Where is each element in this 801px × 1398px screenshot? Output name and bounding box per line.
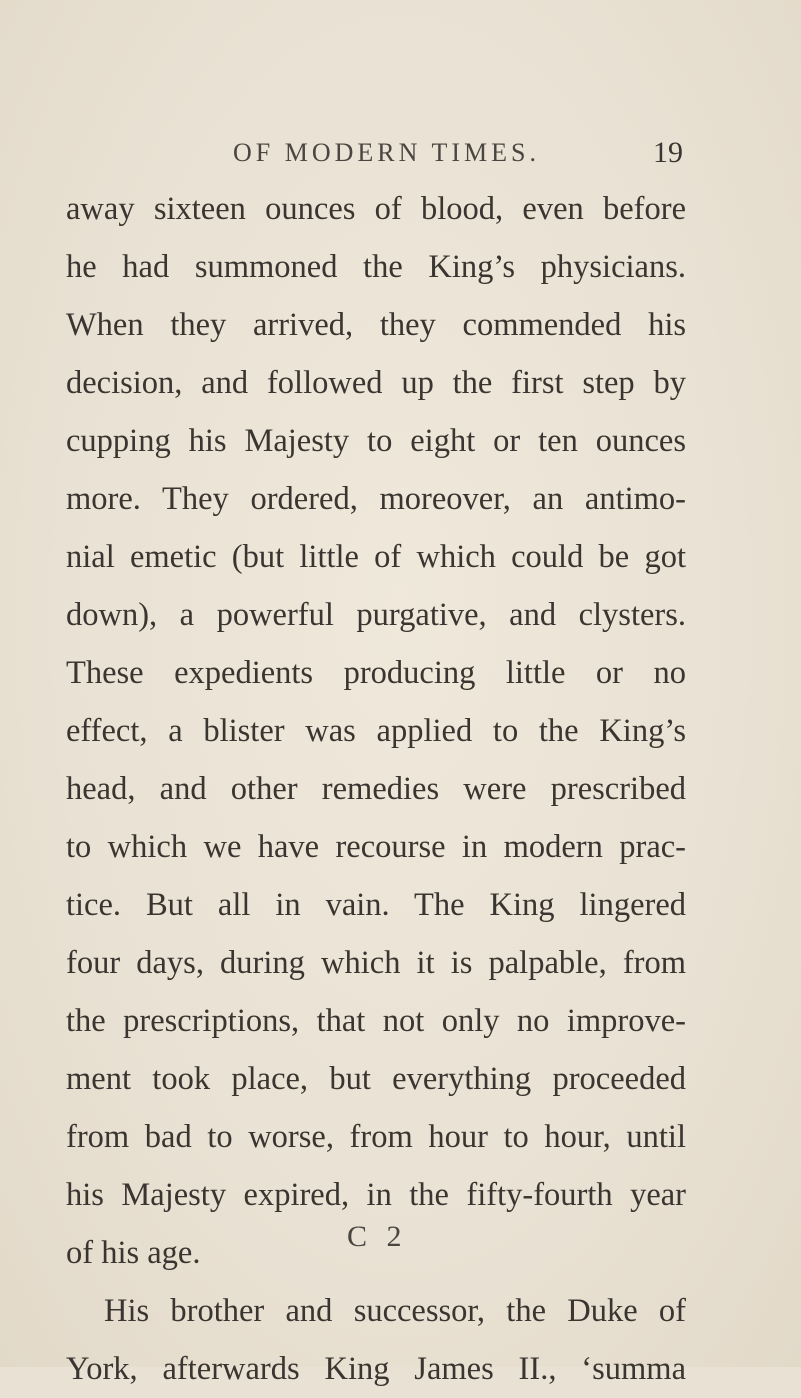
- text-line: These expedients producing little or no: [66, 655, 686, 691]
- page-number: 19: [653, 136, 683, 169]
- text-line: of his age.: [66, 1235, 201, 1271]
- text-line: cupping his Majesty to eight or ten ounces: [66, 423, 686, 459]
- signature-mark: [0, 1220, 801, 1270]
- text-line: away sixteen ounces of blood, even before: [66, 191, 686, 227]
- text-line: ment took place, but everything proceeded: [66, 1061, 686, 1097]
- text-line: head, and other remedies were prescribed: [66, 771, 686, 807]
- text-line: York, afterwards King James II., ‘summa: [66, 1351, 686, 1387]
- text-line: down), a powerful purgative, and clysters.: [66, 597, 686, 633]
- body-text: [66, 180, 686, 1398]
- text-line: tice. But all in vain. The King lingered: [66, 887, 686, 923]
- text-line: When they arrived, they commended his: [66, 307, 686, 343]
- text-line: decision, and followed up the first step by: [66, 365, 686, 401]
- text-line: four days, during which it is palpable, from: [66, 945, 686, 981]
- running-head-title: OF MODERN TIMES.: [233, 138, 540, 167]
- text-line: nial emetic (but little of which could be got: [66, 539, 686, 575]
- text-line: more. They ordered, moreover, an antimo-: [66, 481, 686, 517]
- text-line: effect, a blister was applied to the King’s: [66, 713, 686, 749]
- running-head: [0, 138, 801, 178]
- text-line: to which we have recourse in modern prac-: [66, 829, 686, 865]
- text-line: His brother and successor, the Duke of: [104, 1293, 686, 1329]
- text-line: his Majesty expired, in the fifty-fourth year: [66, 1177, 686, 1213]
- text-line: from bad to worse, from hour to hour, until: [66, 1119, 686, 1155]
- text-line: he had summoned the King’s physicians.: [66, 249, 686, 285]
- text-line: the prescriptions, that not only no improve-: [66, 1003, 686, 1039]
- signature-mark-text: C 2: [347, 1220, 408, 1253]
